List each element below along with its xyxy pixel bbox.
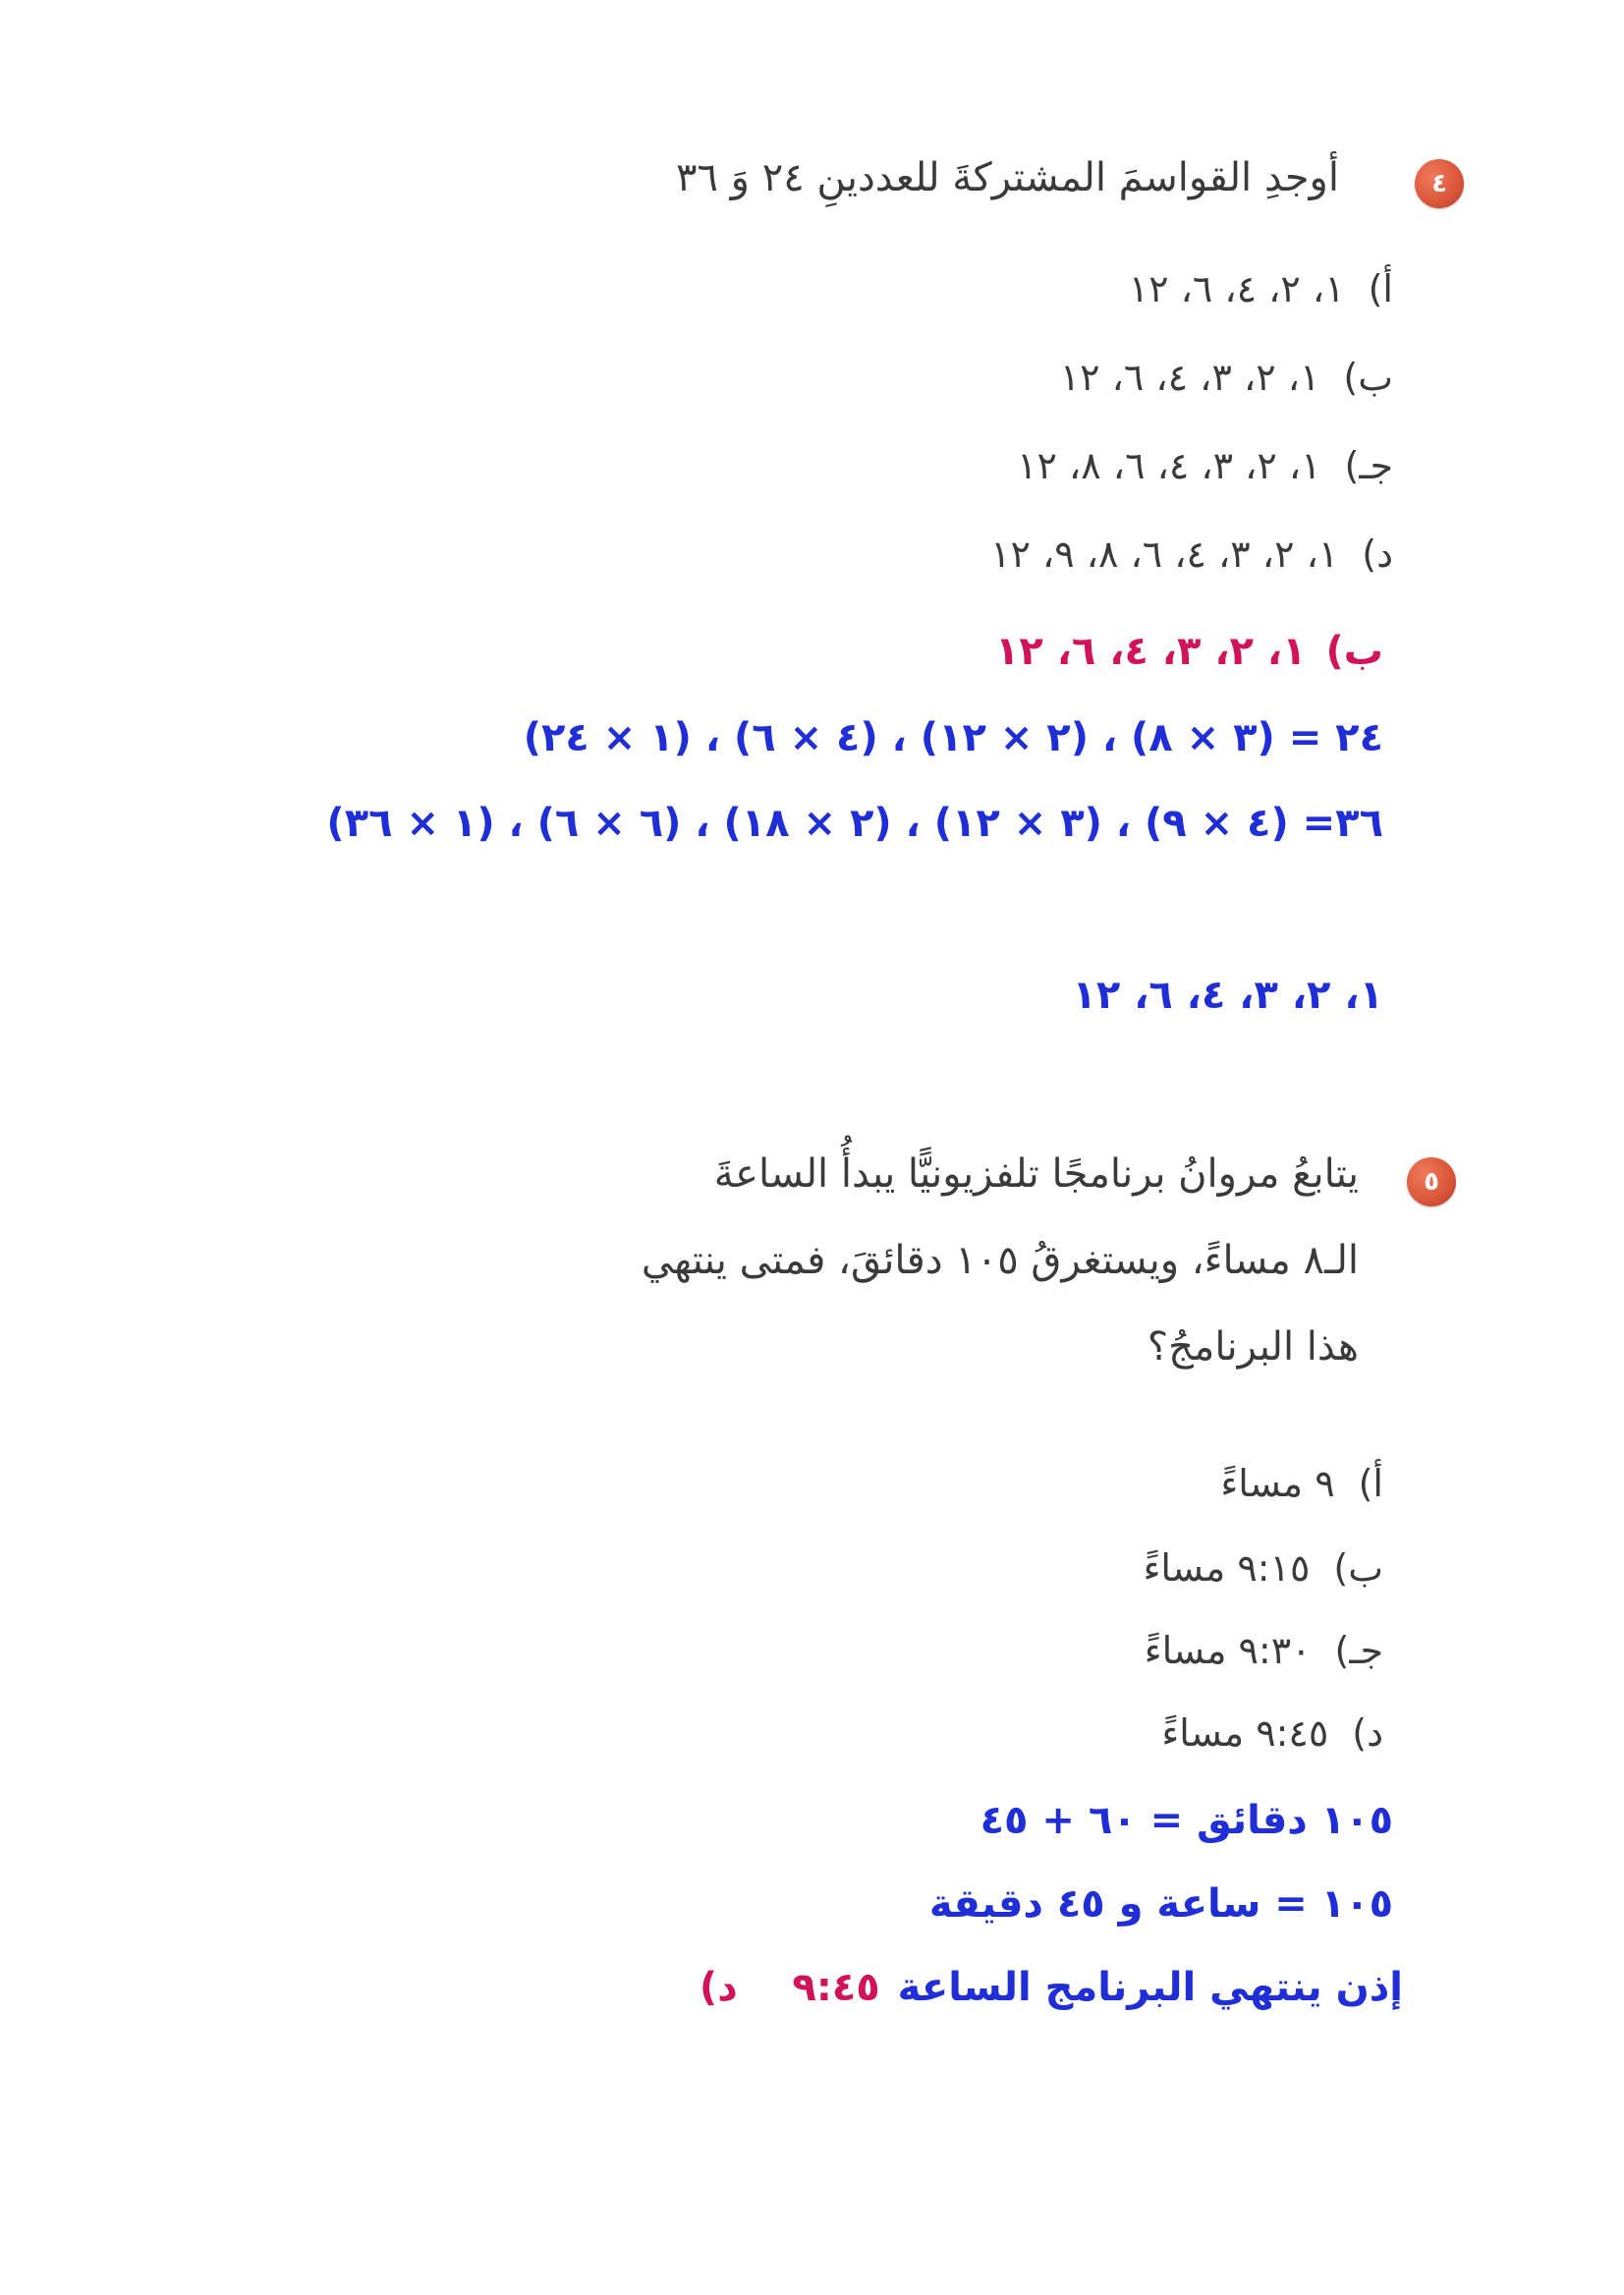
option-letter: أ) [1358,1462,1383,1505]
question-5-work-line-1: ١٠٥ دقائق = ٦٠ + ٤٥ [980,1798,1393,1843]
question-4-option-d [990,532,1393,576]
question-5-text-line-2: الـ٨ مساءً، ويستغرقُ ١٠٥ دقائقَ، فمتى ينتهي [641,1238,1359,1283]
answer-text: ١، ٢، ٣، ٤، ٦، ١٢ [994,629,1307,674]
option-text: ٩:٣٠ مساءً [1144,1629,1312,1672]
option-letter: ب) [1333,1546,1383,1590]
question-4-number-badge: ٤ [1415,159,1464,208]
option-text: ٩ مساءً [1220,1462,1335,1505]
answer-letter: ب) [1325,629,1383,674]
option-letter: ب) [1343,356,1393,399]
option-text: ٩:٤٥ مساءً [1161,1711,1329,1755]
option-letter: جـ) [1334,1629,1383,1672]
question-5-work-line-2: ١٠٥ = ساعة و ٤٥ دقيقة [928,1881,1393,1927]
option-letter: جـ) [1344,444,1393,487]
option-letter: د) [1362,532,1393,576]
question-5-option-d [1161,1711,1383,1755]
question-4-option-c [1017,444,1393,487]
question-5-conclusion [700,1965,1403,2010]
option-text: ١، ٢، ٣، ٤، ٦، ٨، ١٢ [1017,444,1321,487]
option-text: ١، ٢، ٤، ٦، ١٢ [1128,267,1345,310]
question-4-work-line-1: ٢٤ = (٣ × ٨) ، (٢ × ١٢) ، (٤ × ٦) ، (١ × ٢٤) [523,715,1383,760]
question-4-answer [995,629,1383,674]
question-5-option-a [1220,1462,1383,1505]
conclusion-answer: ٩:٤٥ د) [699,1965,880,2010]
question-5-option-c [1145,1629,1383,1672]
question-5-option-b [1144,1546,1383,1590]
option-text: ٩:١٥ مساءً [1143,1546,1311,1590]
option-letter: أ) [1368,267,1393,310]
option-text: ١، ٢، ٣، ٤، ٦، ١٢ [1059,356,1320,399]
question-4-option-a [1129,267,1393,310]
conclusion-text: إذن ينتهي البرنامج الساعة [897,1965,1403,2010]
option-text: ١، ٢، ٣، ٤، ٦، ٨، ٩، ١٢ [990,532,1339,576]
question-4-option-b [1060,356,1393,399]
question-4-text: أوجدِ القواسمَ المشتركةَ للعددينِ ٢٤ وَ ٣٦ [675,155,1339,200]
option-letter: د) [1352,1711,1383,1755]
question-4-work-line-2: ٣٦= (٤ × ٩) ، (٣ × ١٢) ، (٢ × ١٨) ، (٦ × ٦) ، (١ × ٣٦) [326,801,1383,846]
question-5-text-line-1: يتابعُ مروانُ برنامجًا تلفزيونيًّا يبدأُ الساعةَ [713,1151,1359,1197]
question-5-text-line-3: هذا البرنامجُ؟ [1147,1324,1359,1370]
question-5-number-badge: ٥ [1407,1157,1456,1206]
question-4-work-line-3: ١، ٢، ٣، ٤، ٦، ١٢ [1072,973,1383,1018]
